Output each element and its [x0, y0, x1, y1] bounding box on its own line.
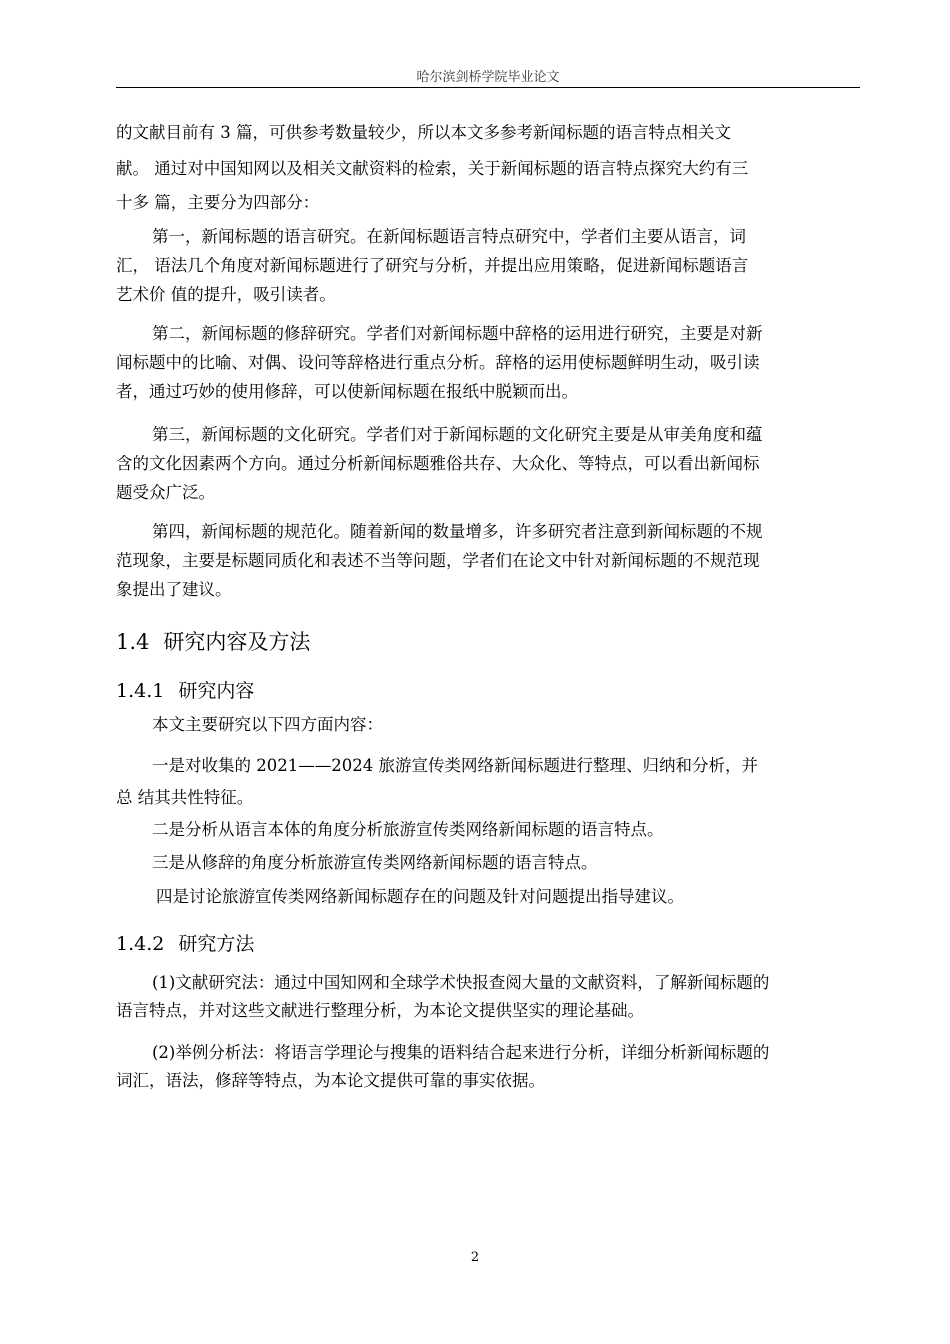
text-line: 第二，新闻标题的修辞研究。学者们对新闻标题中辞格的运用进行研究，主要是对新 — [152, 324, 763, 343]
subsection-number: 1.4.1 — [116, 680, 165, 702]
text-line: 含的文化因素两个方向。通过分析新闻标题雅俗共存、大众化、等特点，可以看出新闻标 — [116, 454, 760, 473]
text-line: 本文主要研究以下四方面内容： — [152, 715, 383, 734]
section-title: 研究内容及方法 — [163, 630, 311, 654]
text-line: 献。 通过对中国知网以及相关文献资料的检索，关于新闻标题的语言特点探究大约有三 — [116, 159, 749, 178]
text-line: 四是讨论旅游宣传类网络新闻标题存在的问题及针对问题提出指导建议。 — [156, 887, 684, 906]
subsection-title: 研究内容 — [178, 680, 255, 702]
text-line: 语言特点，并对这些文献进行整理分析，为本论文提供坚实的理论基础。 — [116, 1001, 644, 1020]
section-heading — [116, 626, 310, 656]
text-line: (1)文献研究法：通过中国知网和全球学术快报查阅大量的文献资料，了解新闻标题的 — [152, 973, 770, 992]
text-line: 象提出了建议。 — [116, 580, 232, 599]
header-divider — [116, 87, 860, 88]
page-header: 哈尔滨剑桥学院毕业论文 — [416, 70, 560, 85]
text-line: 词汇，语法，修辞等特点，为本论文提供可靠的事实依据。 — [116, 1071, 545, 1090]
text-line: 第四，新闻标题的规范化。随着新闻的数量增多，许多研究者注意到新闻标题的不规 — [152, 522, 763, 541]
text-line: 二是分析从语言本体的角度分析旅游宣传类网络新闻标题的语言特点。 — [152, 820, 664, 839]
text-line: 第三，新闻标题的文化研究。学者们对于新闻标题的文化研究主要是从审美角度和蕴 — [152, 425, 763, 444]
subsection-heading — [116, 676, 254, 703]
subsection-number: 1.4.2 — [116, 933, 165, 955]
page-number: 2 — [470, 1250, 480, 1265]
text-line: 者，通过巧妙的使用修辞，可以使新闻标题在报纸中脱颖而出。 — [116, 382, 578, 401]
text-line: 艺术价 值的提升，吸引读者。 — [116, 285, 336, 304]
subsection-title: 研究方法 — [178, 933, 255, 955]
text-line: 第一，新闻标题的语言研究。在新闻标题语言特点研究中，学者们主要从语言，词 — [152, 227, 746, 246]
text-line: 总 结其共性特征。 — [116, 788, 254, 807]
text-line: 汇， 语法几个角度对新闻标题进行了研究与分析，并提出应用策略，促进新闻标题语言 — [116, 256, 749, 275]
text-line: 十多 篇，主要分为四部分： — [116, 193, 320, 212]
subsection-heading — [116, 929, 254, 956]
text-line: 闻标题中的比喻、对偶、设问等辞格进行重点分析。辞格的运用使标题鲜明生动，吸引读 — [116, 353, 760, 372]
text-line: 题受众广泛。 — [116, 483, 215, 502]
section-number: 1.4 — [116, 630, 150, 654]
text-line: 的文献目前有 3 篇，可供参考数量较少，所以本文多参考新闻标题的语言特点相关文 — [116, 123, 731, 142]
text-line: 三是从修辞的角度分析旅游宣传类网络新闻标题的语言特点。 — [152, 853, 598, 872]
text-line: 一是对收集的 2021——2024 旅游宣传类网络新闻标题进行整理、归纳和分析，并 — [152, 756, 758, 775]
text-line: 范现象，主要是标题同质化和表述不当等问题，学者们在论文中针对新闻标题的不规范现 — [116, 551, 760, 570]
text-line: (2)举例分析法：将语言学理论与搜集的语料结合起来进行分析，详细分析新闻标题的 — [152, 1043, 770, 1062]
